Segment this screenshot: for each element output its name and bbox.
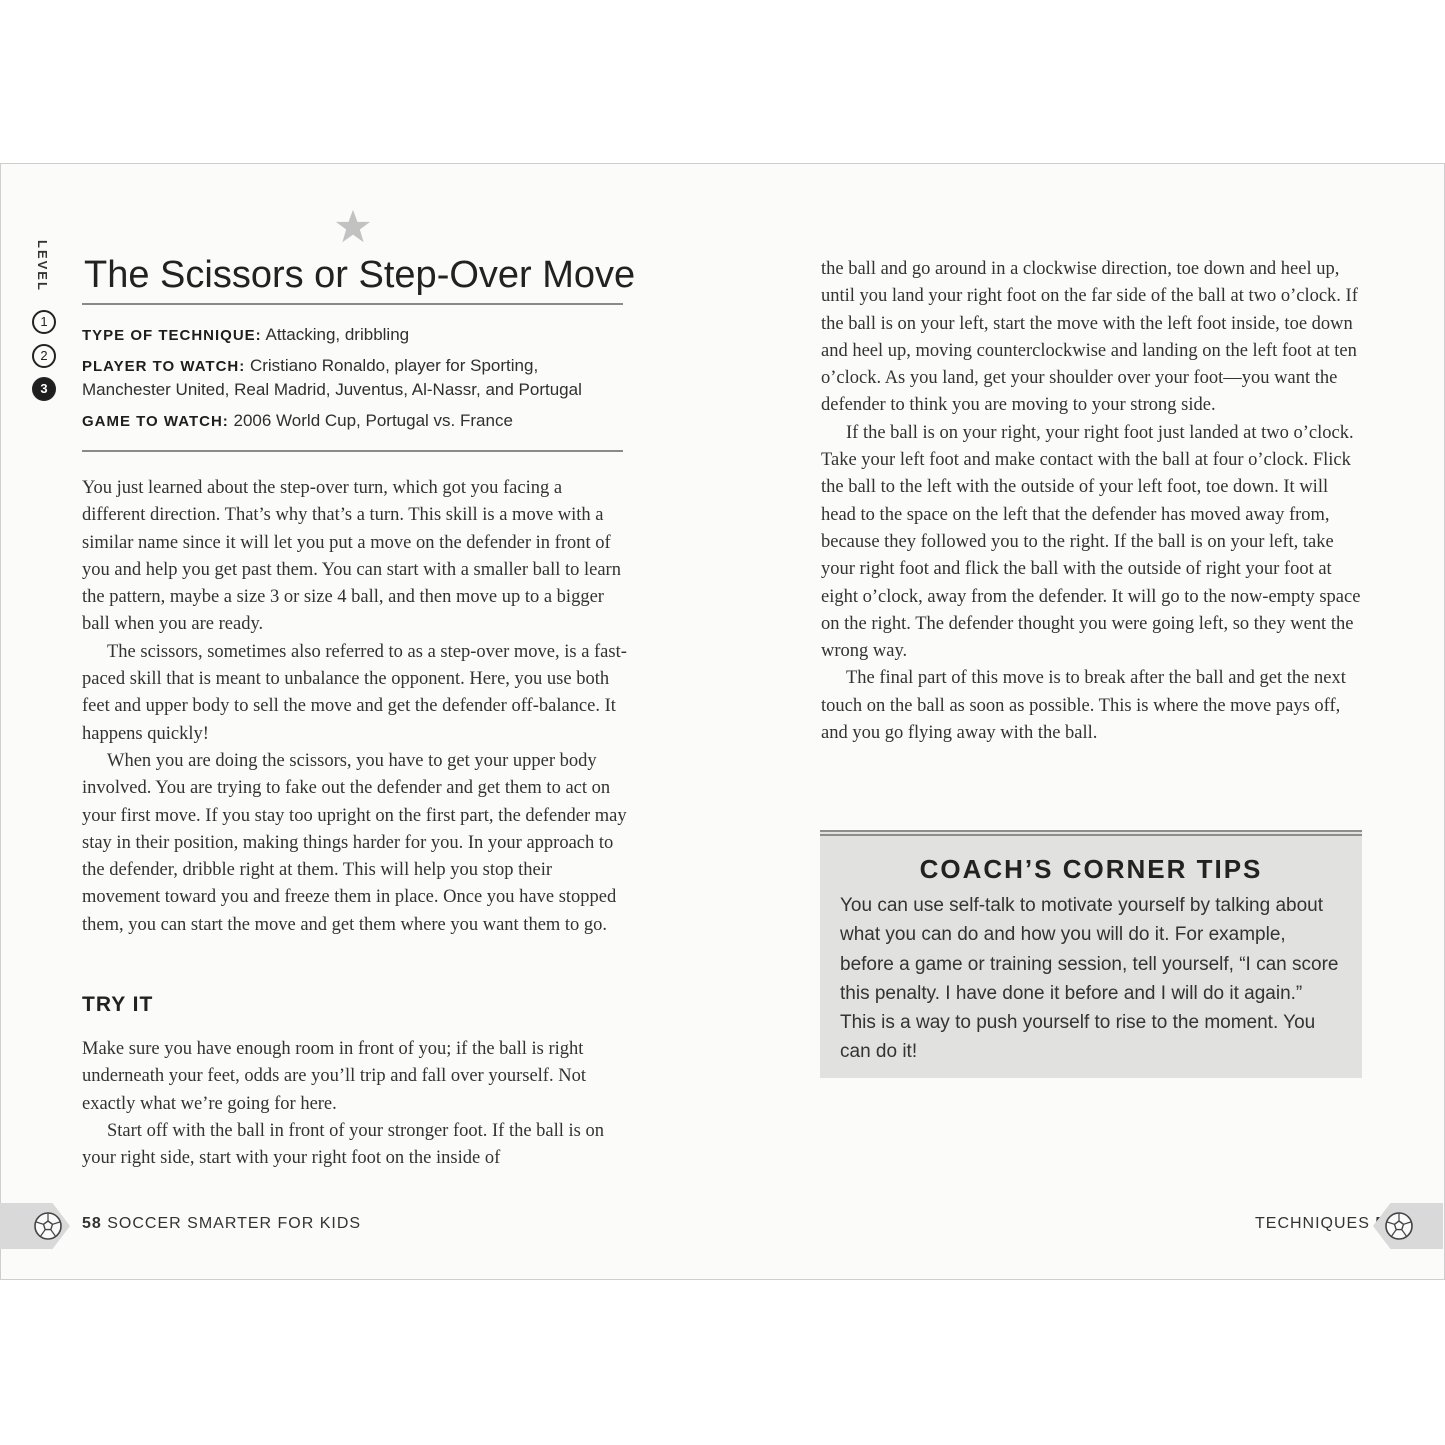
footer-left	[82, 1215, 361, 1233]
title-rule	[82, 303, 623, 305]
body-paragraph: When you are doing the scissors, you have to get your upper body involved. You are trying to fake out the defender and get them to act on your first move. If you stay too upright on the first part, the defender may stay in their position, making things harder for you. In your approach to the defender, dribble right at them. This will help you stop their movement toward you and freeze them in place. Once you have stopped them, you can start the move and get them where you want them to go.	[82, 750, 627, 935]
body-paragraph: Start off with the ball in front of your stronger foot. If the ball is on your right side, start with your right foot on the inside of	[82, 1120, 605, 1169]
body-paragraph: Make sure you have enough room in front of you; if the ball is right underneath your feet, odds are you’ll trip and fall over yourself. Not exactly what we’re going for here.	[82, 1039, 586, 1114]
level-3-indicator-active: 3	[32, 377, 56, 401]
body-paragraph: The final part of this move is to break after the ball and get the next touch on the ball as soon as possible. This is where the move pays off, and you go flying away with the ball.	[821, 668, 1346, 744]
left-column-intro	[82, 475, 627, 939]
section-name: TECHNIQUES	[1255, 1215, 1370, 1232]
game-to-watch	[82, 409, 622, 433]
soccer-ball-icon	[33, 1211, 63, 1241]
try-it-heading: TRY IT	[82, 993, 154, 1016]
game-to-watch-label: GAME TO WATCH:	[82, 413, 229, 430]
technique-type-label: TYPE OF TECHNIQUE:	[82, 327, 262, 344]
body-paragraph: the ball and go around in a clockwise direction, toe down and heel up, until you land your right foot on the far side of the ball at two o’clock. If the ball is on your left, start the move with the left foot inside, toe down and heel up, moving counterclockwise and landing on the left foot at ten o’clock. As you land, get your shoulder over your foot—you want the defender to think you are moving to your strong side.	[821, 259, 1358, 416]
body-paragraph: The scissors, sometimes also referred to as a step-over move, is a fast-paced skill that is meant to unbalance the opponent. Here, you use both feet and upper body to sell the move and get the defender off-balance. It happens quickly!	[82, 641, 627, 744]
player-to-watch	[82, 354, 622, 401]
player-to-watch-value-line1: Cristiano Ronaldo, player for Sporting,	[249, 356, 539, 375]
game-to-watch-value: 2006 World Cup, Portugal vs. France	[233, 411, 513, 430]
level-1-indicator: 1	[32, 310, 56, 334]
page-title: The Scissors or Step-Over Move	[84, 254, 636, 296]
body-paragraph: You just learned about the step-over turn, which got you facing a different direction. That’s why that’s a turn. This skill is a move with a similar name since it will let you put a move on the defender in front of you and help you get past them. You can start with a smaller ball to learn the pattern, maybe a size 3 or size 4 ball, and then move up to a bigger ball when you are ready.	[82, 478, 621, 635]
star-icon	[334, 208, 372, 246]
soccer-ball-icon	[1384, 1211, 1414, 1241]
book-title: SOCCER SMARTER FOR KIDS	[107, 1215, 362, 1232]
left-column-try-it	[82, 1036, 627, 1172]
body-paragraph: If the ball is on your right, your right foot just landed at two o’clock. Take your left foot and make contact with the ball at four o’clock. Flick the ball to the left with the outside of your left foot, toe down. It will head to the space on the left that the defender has moved away from, because they followed you to the right. If the ball is on your left, take your right foot and flick the ball with the outside of right your foot at eight o’clock, away from the defender. It will go to the now-empty space on the right. The defender thought you were going left, so they went the wrong way.	[821, 422, 1361, 662]
level-2-indicator: 2	[32, 344, 56, 368]
player-to-watch-label: PLAYER TO WATCH:	[82, 358, 246, 375]
tips-title: COACH’S CORNER TIPS	[919, 854, 1263, 884]
level-label: LEVEL	[35, 240, 50, 292]
technique-type-value: Attacking, dribbling	[265, 325, 410, 344]
player-to-watch-value-line2: Manchester United, Real Madrid, Juventus, Al-Nassr, and Portugal	[82, 380, 582, 399]
tips-text: You can use self-talk to motivate yourself by talking about what you can do and how you will do it. For example, before a game or training session, tell yourself, “I can score this penalty. I have done it before and I will do it again.” This is a way to push yourself to rise to the moment. You can do it!	[840, 895, 1339, 1063]
footer-right	[1255, 1215, 1395, 1233]
technique-type	[82, 323, 622, 347]
left-page-number: 58	[82, 1215, 102, 1232]
coaches-corner-tips-box	[820, 830, 1362, 1078]
right-column-body	[821, 256, 1366, 747]
info-rule	[82, 450, 623, 452]
